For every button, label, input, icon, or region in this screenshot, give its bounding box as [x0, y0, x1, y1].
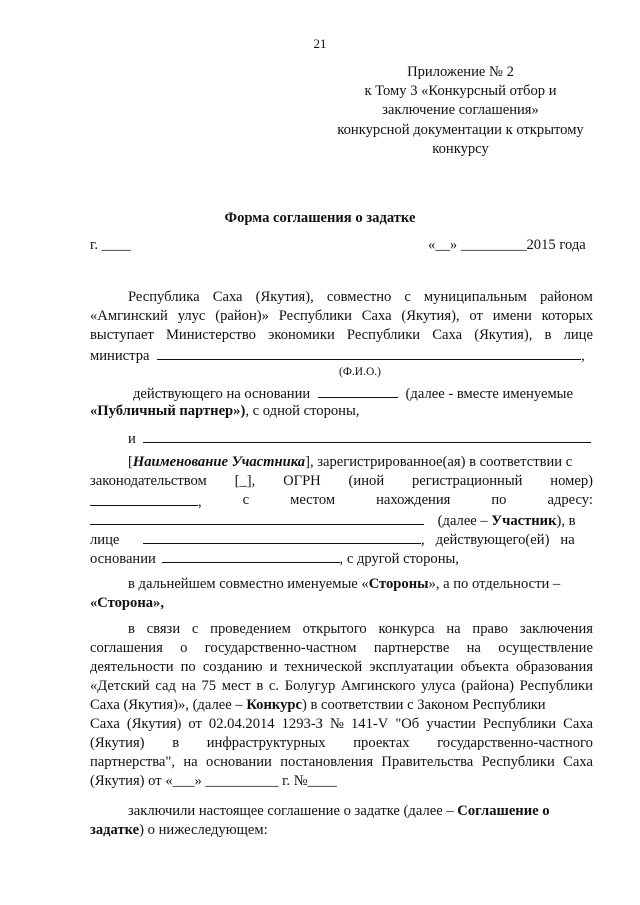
word: партнерстве — [373, 640, 450, 656]
word: (район)» — [215, 308, 269, 324]
word: № — [330, 716, 344, 732]
word: ), в — [556, 513, 576, 529]
p1-line — [90, 345, 585, 366]
word: Республики — [278, 308, 352, 324]
party-term: Сторона — [97, 595, 154, 611]
p1-line — [90, 402, 359, 421]
p3-line — [90, 548, 459, 569]
word: лице — [563, 327, 593, 343]
word: на — [446, 621, 461, 637]
word: законодательством — [90, 473, 207, 489]
word: открытого — [302, 621, 367, 637]
word: конкурса — [378, 621, 435, 637]
p5-line — [90, 734, 593, 753]
word: 02.04.2014 — [208, 716, 275, 732]
word: [_], — [234, 473, 256, 489]
word: «Амгинский — [90, 308, 168, 324]
p1-line — [133, 383, 573, 404]
word: право — [472, 621, 509, 637]
p3-line — [90, 472, 593, 491]
p3-line — [90, 510, 576, 531]
address-blank — [90, 510, 424, 525]
word: Саха (Якутия)», (далее – — [90, 697, 243, 713]
p1-line — [128, 288, 593, 307]
word: мест — [221, 678, 251, 694]
word: номер) — [550, 473, 593, 489]
p3-line — [90, 529, 575, 550]
word: (далее – — [437, 513, 488, 529]
appendix-line: конкурсу — [432, 140, 489, 157]
word: с. — [268, 678, 280, 694]
word: соглашения — [90, 640, 163, 656]
word: Республики — [482, 716, 557, 732]
page-number: 21 — [313, 36, 327, 51]
word: регистрационный — [411, 473, 523, 489]
word: экономики — [268, 327, 335, 343]
word: и — [128, 431, 136, 447]
word: , с одной стороны, — [245, 403, 360, 419]
p5-line — [90, 677, 593, 696]
word: министра — [90, 348, 150, 364]
word: Саха — [361, 308, 392, 324]
word: основании — [90, 551, 156, 567]
word: Министерство — [165, 327, 256, 343]
p1-line — [90, 307, 593, 326]
word: в дальнейшем совместно именуемые « — [128, 576, 369, 592]
word: на — [181, 678, 196, 694]
p5-line: (Якутия) от «___» __________ г. №____ — [90, 773, 337, 789]
word: районом — [539, 289, 593, 305]
p3-line — [90, 491, 593, 512]
word: по — [491, 492, 507, 508]
participant-basis-blank — [162, 548, 340, 563]
p5-line — [90, 753, 593, 772]
word: Болугур — [284, 678, 336, 694]
word: 141-V — [350, 716, 389, 732]
p1-line — [90, 326, 593, 345]
word: Саха — [212, 289, 243, 305]
contest-term: Конкурс — [246, 697, 302, 713]
word: нахождения — [376, 492, 451, 508]
p5-line — [90, 696, 593, 715]
word: «Детский — [90, 678, 150, 694]
word: улус — [177, 308, 206, 324]
word: партнерства", — [90, 754, 175, 770]
word: , с другой стороны, — [339, 551, 459, 567]
word: от — [469, 308, 483, 324]
word: в — [128, 621, 135, 637]
word: заключили настоящее соглашение о задатке (далее – — [128, 803, 454, 819]
word: Республики — [519, 678, 593, 694]
word: Республика — [128, 289, 200, 305]
word: государственно-частном — [204, 640, 357, 656]
participant-blank — [143, 428, 591, 443]
word: Саха — [563, 754, 593, 770]
word: с — [404, 289, 411, 305]
word: в — [544, 327, 552, 343]
document-title: Форма соглашения о задатке — [224, 210, 416, 226]
word: постановления — [280, 754, 374, 770]
representative-blank — [143, 529, 421, 544]
word: участии — [426, 716, 476, 732]
appendix-line: Приложение № 2 — [407, 64, 514, 80]
p5-line — [90, 658, 593, 677]
parties-term: Стороны — [368, 576, 429, 592]
word: ) в соответствии с Законом Республики — [301, 697, 546, 713]
word: улуса — [421, 678, 456, 694]
word: "Об — [395, 716, 420, 732]
word: (далее - вместе именуемые — [405, 386, 573, 402]
p4-line — [90, 594, 164, 613]
word: заключения — [519, 621, 593, 637]
word: о — [180, 640, 188, 656]
word: технической — [284, 659, 363, 675]
word: », — [153, 595, 164, 611]
word: ОГРН — [283, 473, 321, 489]
word: по — [180, 659, 196, 675]
word: инфраструктурных — [206, 735, 326, 751]
p2-line — [128, 428, 591, 449]
word: Республики — [481, 754, 555, 770]
basis-blank — [318, 383, 398, 398]
word: проектах — [353, 735, 410, 751]
word: (Якутия) — [90, 735, 145, 751]
word: ], зарегистрированное(ая) в соответствии с — [305, 454, 573, 470]
city-field: г. ____ — [90, 237, 131, 253]
word: действующего на основании — [133, 386, 311, 402]
minister-name-blank — [157, 345, 581, 360]
word: с — [242, 492, 250, 508]
appendix-header — [318, 63, 603, 159]
word: на — [466, 640, 481, 656]
word: выступает — [90, 327, 154, 343]
word: ) о нижеследующем: — [139, 822, 268, 838]
word: деятельности — [90, 659, 174, 675]
word: (Якутия) — [126, 716, 182, 732]
p5-line — [90, 639, 593, 658]
word: в — [172, 735, 180, 751]
p5-line — [90, 715, 593, 734]
word: Амгинского — [341, 678, 416, 694]
word: , — [581, 348, 585, 364]
word: имени — [492, 308, 532, 324]
p3-line — [128, 453, 572, 472]
word: осуществление — [498, 640, 593, 656]
agreement-term: задатке — [90, 822, 140, 838]
word: Саха — [90, 716, 120, 732]
participant-term: Участник — [491, 513, 557, 529]
word: проведением — [210, 621, 291, 637]
appendix-line: к Тому 3 «Конкурсный отбор и — [364, 83, 557, 100]
participant-name-placeholder: Наименование Участника — [132, 454, 306, 470]
public-partner-term: «Публичный партнер») — [90, 403, 246, 419]
word: совместно — [326, 289, 392, 305]
appendix-line: конкурсной документации к открытому — [337, 121, 584, 138]
word: и — [269, 659, 278, 675]
word: (иной — [348, 473, 385, 489]
word: 1293-З — [281, 716, 323, 732]
p6-line — [128, 802, 550, 821]
word: Саха — [563, 716, 593, 732]
word: объекта — [460, 659, 509, 675]
word: которых — [541, 308, 593, 324]
word: », а по отдельности – — [428, 576, 561, 592]
word: с — [191, 621, 199, 637]
word: , действующего(ей) на — [421, 532, 575, 548]
word: созданию — [202, 659, 263, 675]
word: на — [183, 754, 198, 770]
word: 75 — [201, 678, 217, 694]
appendix-line: заключение соглашения» — [382, 102, 539, 119]
word: лице — [90, 532, 120, 548]
word: местом — [290, 492, 336, 508]
word: (Якутия), — [401, 308, 460, 324]
word: государственно-частного — [437, 735, 593, 751]
word: эксплуатации — [369, 659, 454, 675]
word: связи — [146, 621, 181, 637]
word: адресу: — [547, 492, 593, 508]
word: « — [90, 595, 98, 611]
word: , — [198, 494, 202, 510]
word: (Якутия), — [255, 289, 314, 305]
p4-line — [128, 575, 560, 594]
word: образования — [515, 659, 593, 675]
p6-line — [90, 821, 268, 840]
word: основании — [205, 754, 272, 770]
date-field: «__» _________2015 года — [428, 237, 586, 253]
word: в — [256, 678, 264, 694]
fio-caption: (Ф.И.О.) — [339, 366, 381, 378]
word: сад — [155, 678, 176, 694]
word: (Якутия), — [474, 327, 533, 343]
word: Правительства — [381, 754, 474, 770]
word: Саха — [432, 327, 463, 343]
word: муниципальным — [423, 289, 527, 305]
agreement-term: Соглашение о — [457, 803, 550, 819]
word: Республики — [346, 327, 421, 343]
reg-number-blank — [90, 491, 198, 506]
p5-line — [128, 620, 593, 639]
word: (района) — [461, 678, 515, 694]
word: от — [188, 716, 202, 732]
word: [ — [128, 454, 133, 470]
